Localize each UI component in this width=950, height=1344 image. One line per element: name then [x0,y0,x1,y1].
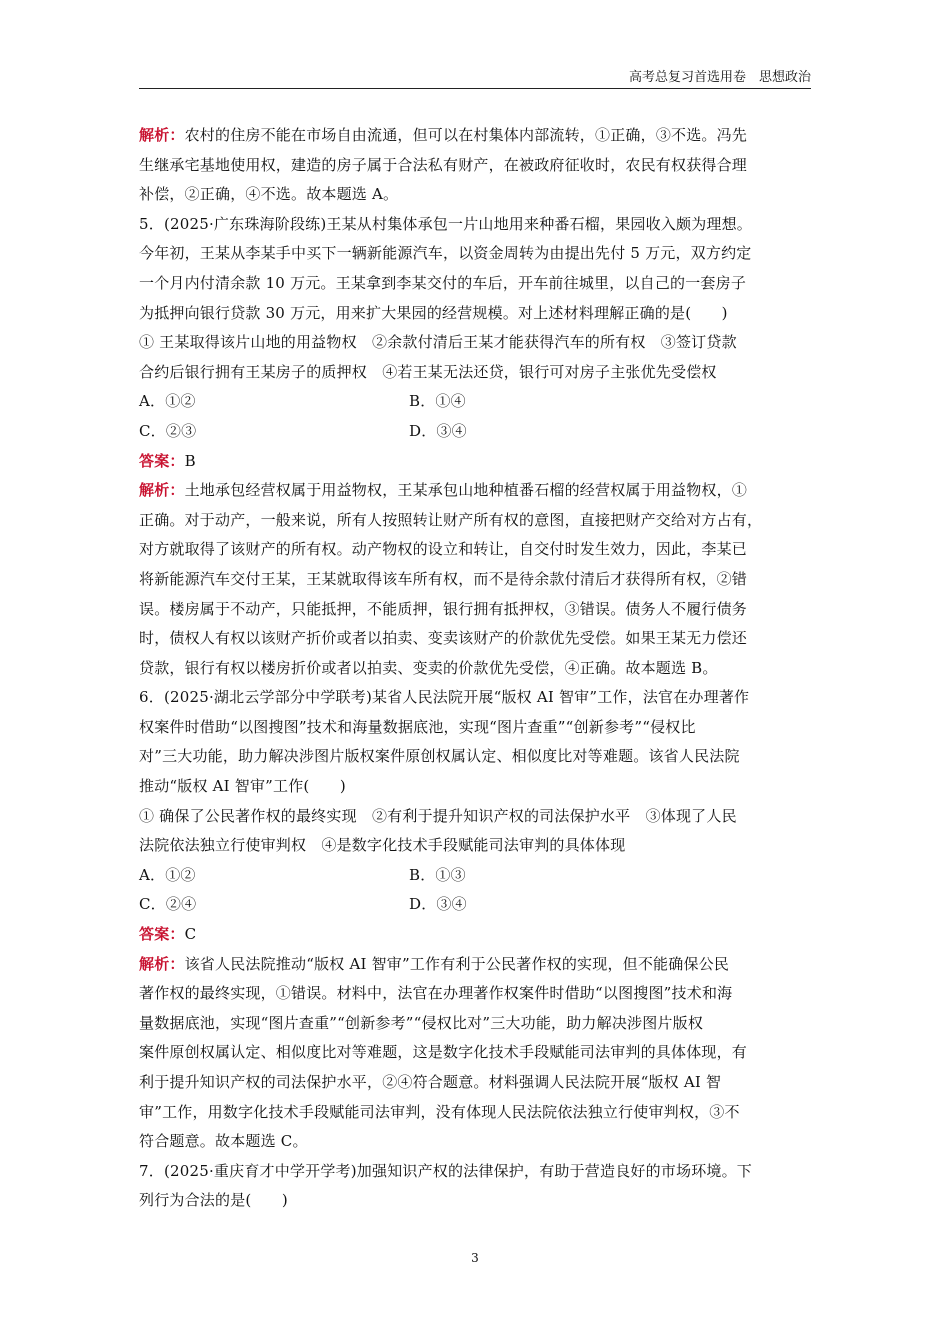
question-5-options-row [139,417,813,447]
question-6-stem: 对”三大功能，助力解决涉图片版权案件原创权属认定、相似度比对等难题。该省人民法院 [139,747,740,766]
analysis-line: 误。楼房属于不动产，只能抵押，不能质押，银行拥有抵押权，③错误。债务人不履行债务 [139,599,748,618]
question-6-statement: ① 确保了公民著作权的最终实现 ②有利于提升知识产权的司法保护水平 ③体现了人民 [139,806,737,825]
question-7-stem: 列行为合法的是( ) [139,1191,288,1210]
analysis-line: 贷款，银行有权以楼房折价或者以拍卖、变卖的价款优先受偿，④正确。故本题选 B。 [139,658,718,677]
question-5-answer [139,447,813,477]
analysis-line: 著作权的最终实现，①错误。材料中，法官在办理著作权案件时借助“以图搜图”技术和海 [139,984,733,1003]
question-5-stem: 5．(2025·广东珠海阶段练)王某从村集体承包一片山地用来种番石榴，果园收入颇为理想。 [139,214,752,233]
analysis-line: 补偿，②正确，④不选。故本题选 A。 [139,185,399,204]
answer-label: 答案： [139,925,185,944]
page-content [139,121,813,1216]
question-5-statement: 合约后银行拥有王某房子的质押权 ④若王某无法还贷，银行可对房子主张优先受偿权 [139,362,717,381]
question-5-statement: ① 王某取得该片山地的用益物权 ②余款付清后王某才能获得汽车的所有权 ③签订贷款 [139,333,737,352]
page-header [139,66,811,89]
analysis-line: 审”工作，用数字化技术手段赋能司法审判，没有体现人民法院依法独立行使审判权，③不 [139,1102,740,1121]
question-6-statement: 法院依法独立行使审判权 ④是数字化技术手段赋能司法审判的具体体现 [139,836,626,855]
analysis-line: 正确。对于动产，一般来说，所有人按照转让财产所有权的意图，直接把财产交给对方占有， [139,510,763,529]
analysis-line: 对方就取得了该财产的所有权。动产物权的设立和转让，自交付时发生效力，因此，李某已 [139,540,748,559]
answer-label: 答案： [139,451,185,470]
analysis-label: 解析： [139,481,185,500]
analysis-line: 量数据底池，实现“图片查重”“创新参考”“侵权比对”三大功能，助力解决涉图片版权 [139,1013,704,1032]
analysis-line: 生继承宅基地使用权，建造的房子属于合法私有财产，在被政府征收时，农民有权获得合理 [139,155,748,174]
option-a: A．①② [139,865,196,884]
analysis-label: 解析： [139,126,185,144]
question-5-stem: 一个月内付清余款 10 万元。王某拿到李某交付的车后，开车前往城里，以自己的一套房子 [139,273,747,292]
question-6-options-row [139,861,813,891]
answer-value: B [184,451,196,470]
analysis-line: 利于提升知识产权的司法保护水平，②④符合题意。材料强调人民法院开展“版权 AI 智 [139,1073,722,1091]
question-6-stem: 推动“版权 AI 智审”工作( ) [139,777,346,796]
option-d: D．③④ [409,421,467,440]
analysis-line: 符合题意。故本题选 C。 [139,1132,308,1151]
analysis-line: 解析：土地承包经营权属于用益物权，王某承包山地种植番石榴的经营权属于用益物权，① [139,481,748,500]
question-5-stem: 为抵押向银行贷款 30 万元，用来扩大果园的经营规模。对上述材料理解正确的是( ) [139,303,728,322]
analysis-label: 解析： [139,954,185,973]
option-d: D．③④ [409,895,467,914]
analysis-line: 解析：该省人民法院推动“版权 AI 智审”工作有利于公民著作权的实现，但不能确保公民 [139,954,730,973]
header-title: 高考总复习首选用卷 思想政治 [628,70,811,85]
question-6-options-row [139,890,813,920]
option-c: C．②④ [139,895,197,914]
page-number: 3 [471,1251,479,1265]
option-a: A．①② [139,392,196,411]
option-b: B．①④ [409,392,466,411]
question-6-stem: 6．(2025·湖北云学部分中学联考)某省人民法院开展“版权 AI 智审”工作，法官在办理著作 [139,688,750,707]
analysis-line: 解析：农村的住房不能在市场自由流通，但可以在村集体内部流转，①正确，③不选。冯先 [139,126,748,144]
question-6-stem: 权案件时借助“以图搜图”技术和海量数据底池，实现“图片查重”“创新参考”“侵权比 [139,717,696,736]
analysis-line: 时，债权人有权以该财产折价或者以拍卖、变卖该财产的价款优先受偿。如果王某无力偿还 [139,629,748,648]
analysis-line: 将新能源汽车交付王某，王某就取得该车所有权，而不是待余款付清后才获得所有权，②错 [139,569,748,588]
question-7-stem: 7．(2025·重庆育才中学开学考)加强知识产权的法律保护，有助于营造良好的市场环境。下 [139,1161,752,1180]
analysis-line: 案件原创权属认定、相似度比对等难题，这是数字化技术手段赋能司法审判的具体体现，有 [139,1043,748,1062]
answer-value: C [184,925,197,944]
question-6-answer [139,920,813,950]
question-5-stem: 今年初，王某从李某手中买下一辆新能源汽车，以资金周转为由提出先付 5 万元，双方约定 [139,244,752,263]
question-5-options-row [139,387,813,417]
option-b: B．①③ [409,865,466,884]
option-c: C．②③ [139,421,197,440]
